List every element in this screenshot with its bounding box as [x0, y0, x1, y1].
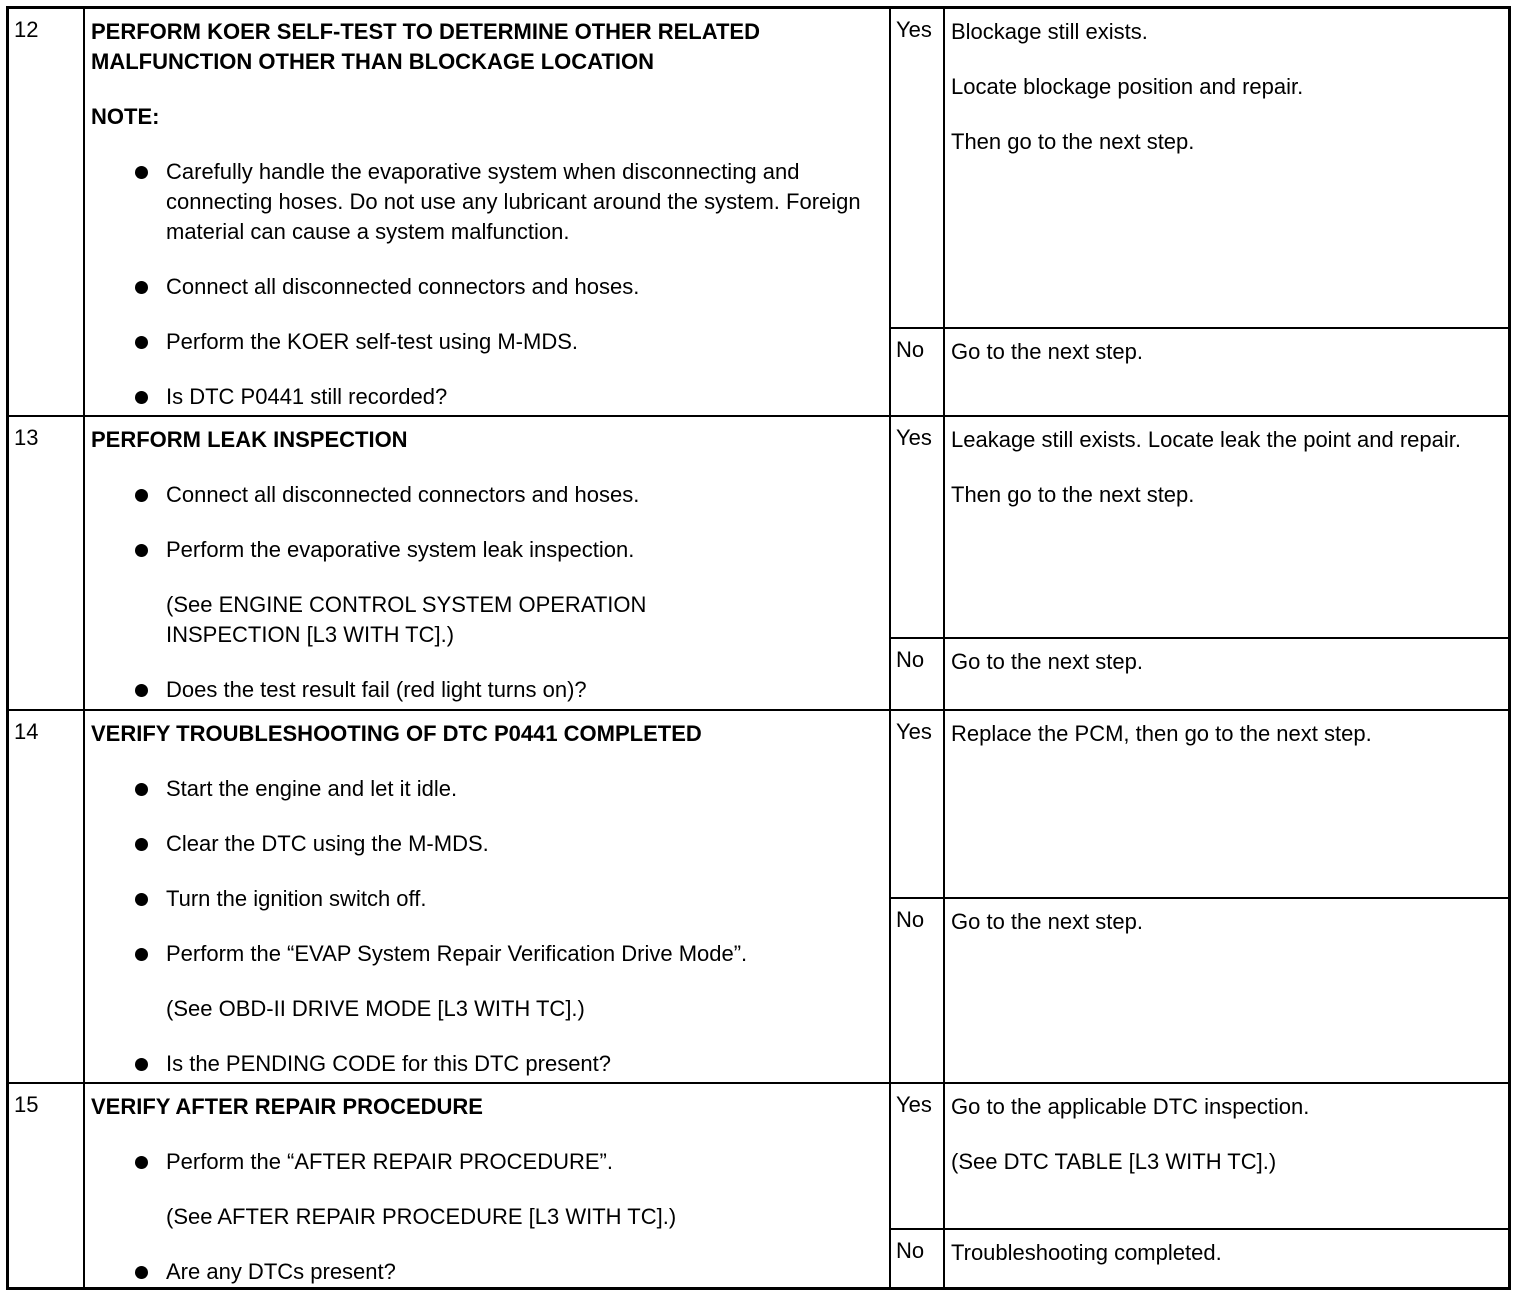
- no-label: No: [896, 647, 925, 672]
- list-item-text: Connect all disconnected connectors and hoses.: [166, 482, 640, 507]
- bullet-icon: [135, 1266, 148, 1279]
- no-answer: [891, 897, 1508, 1084]
- no-action: [951, 647, 1496, 702]
- yes-action: [951, 719, 1496, 774]
- list-item-text: Turn the ignition switch off.: [166, 886, 427, 911]
- list-item: [91, 1049, 877, 1079]
- no-answer: [891, 1228, 1508, 1289]
- bullet-icon: [135, 783, 148, 796]
- step-title-line: MALFUNCTION OTHER THAN BLOCKAGE LOCATION: [91, 49, 654, 74]
- yes-action: [951, 425, 1496, 535]
- step-title-line: PERFORM KOER SELF-TEST TO DETERMINE OTHER RELATED: [91, 19, 760, 44]
- step-number-cell: [9, 9, 85, 415]
- list-item: [91, 939, 877, 969]
- reference-note: (See OBD-II DRIVE MODE [L3 WITH TC].): [166, 996, 585, 1021]
- yes-action: [951, 1092, 1496, 1202]
- step-row-13: [9, 415, 1508, 709]
- list-item-text: Is the PENDING CODE for this DTC present?: [166, 1051, 612, 1076]
- answer-line: Replace the PCM, then go to the next step.: [951, 721, 1372, 746]
- step-number-cell: [9, 417, 85, 709]
- list-item: [91, 327, 877, 357]
- list-item-text: Perform the “AFTER REPAIR PROCEDURE”.: [166, 1149, 613, 1174]
- step-number: 15: [14, 1092, 39, 1117]
- answer-line: Go to the applicable DTC inspection.: [951, 1094, 1310, 1119]
- yes-answer: [891, 9, 1508, 327]
- answers-cell: [891, 417, 1508, 709]
- bullet-icon: [135, 336, 148, 349]
- list-item: [91, 884, 877, 914]
- step-number: 12: [14, 17, 39, 42]
- answer-line: Go to the next step.: [951, 649, 1144, 674]
- answers-cell: [891, 711, 1508, 1082]
- bullet-icon: [135, 391, 148, 404]
- answer-line: Go to the next step.: [951, 909, 1144, 934]
- step-number-cell: [9, 711, 85, 1082]
- list-item-text: Perform the evaporative system leak inspection.: [166, 537, 635, 562]
- reference-note: (See AFTER REPAIR PROCEDURE [L3 WITH TC].): [166, 1204, 677, 1229]
- action-cell: [85, 417, 891, 709]
- bullet-icon: [135, 838, 148, 851]
- yes-answer: [891, 417, 1508, 637]
- step-title: VERIFY TROUBLESHOOTING OF DTC P0441 COMPLETED: [91, 721, 702, 746]
- step-title: [91, 17, 877, 77]
- action-cell: [85, 711, 891, 1082]
- list-item: [91, 1257, 877, 1287]
- list-item: [91, 157, 877, 247]
- list-item-text: Start the engine and let it idle.: [166, 776, 458, 801]
- answer-line: Locate blockage position and repair.: [951, 74, 1304, 99]
- list-item-text: Connect all disconnected connectors and hoses.: [166, 274, 640, 299]
- list-item-text: Clear the DTC using the M-MDS.: [166, 831, 489, 856]
- answers-cell: [891, 1084, 1508, 1287]
- reference-note: [91, 590, 877, 650]
- step-number: 13: [14, 425, 39, 450]
- step-title: PERFORM LEAK INSPECTION: [91, 427, 408, 452]
- step-row-12: [9, 9, 1508, 415]
- answer-line: Go to the next step.: [951, 339, 1144, 364]
- bullet-icon: [135, 1058, 148, 1071]
- troubleshooting-table: [6, 6, 1511, 1290]
- list-item: [91, 1147, 877, 1177]
- list-item: [91, 675, 877, 705]
- bullet-icon: [135, 948, 148, 961]
- list-item-text: Perform the KOER self-test using M-MDS.: [166, 329, 578, 354]
- yes-label: Yes: [896, 719, 932, 744]
- answer-line: Leakage still exists. Locate leak the point and repair.: [951, 427, 1461, 452]
- bullet-icon: [135, 893, 148, 906]
- yes-action: [951, 17, 1496, 182]
- yes-label: Yes: [896, 1092, 932, 1117]
- bullet-icon: [135, 1156, 148, 1169]
- list-item-text: Are any DTCs present?: [166, 1259, 396, 1284]
- step-row-14: [9, 709, 1508, 1082]
- no-answer: [891, 637, 1508, 711]
- step-title: VERIFY AFTER REPAIR PROCEDURE: [91, 1094, 483, 1119]
- answer-line: Blockage still exists.: [951, 19, 1148, 44]
- yes-answer: [891, 711, 1508, 897]
- list-item: [91, 272, 877, 302]
- answers-cell: [891, 9, 1508, 415]
- list-item: [91, 774, 877, 804]
- answer-line: Then go to the next step.: [951, 482, 1195, 507]
- action-cell: [85, 1084, 891, 1287]
- bullet-icon: [135, 489, 148, 502]
- bullet-icon: [135, 166, 148, 179]
- action-cell: [85, 9, 891, 415]
- yes-label: Yes: [896, 17, 932, 42]
- bullet-icon: [135, 544, 148, 557]
- no-action: [951, 1238, 1496, 1293]
- answer-line: Troubleshooting completed.: [951, 1240, 1222, 1265]
- bullet-icon: [135, 281, 148, 294]
- list-item-text: Is DTC P0441 still recorded?: [166, 384, 448, 409]
- yes-answer: [891, 1084, 1508, 1228]
- answer-line: Then go to the next step.: [951, 129, 1195, 154]
- step-number-cell: [9, 1084, 85, 1287]
- list-item-text: Does the test result fail (red light turns on)?: [166, 677, 587, 702]
- step-number: 14: [14, 719, 39, 744]
- list-item: [91, 535, 877, 565]
- no-label: No: [896, 337, 925, 362]
- no-answer: [891, 327, 1508, 415]
- list-item: [91, 829, 877, 859]
- no-action: [951, 907, 1496, 962]
- reference-line: (See ENGINE CONTROL SYSTEM OPERATION: [166, 592, 647, 617]
- note-label: NOTE:: [91, 104, 160, 129]
- yes-label: Yes: [896, 425, 932, 450]
- list-item-text: Carefully handle the evaporative system when disconnecting and connecting hoses. Do not use any lubricant around the system. Foreign material can cause a system malfunction.: [166, 159, 861, 244]
- bullet-icon: [135, 684, 148, 697]
- step-row-15: [9, 1082, 1508, 1287]
- answer-line: (See DTC TABLE [L3 WITH TC].): [951, 1149, 1277, 1174]
- list-item-text: Perform the “EVAP System Repair Verification Drive Mode”.: [166, 941, 748, 966]
- list-item: [91, 480, 877, 510]
- reference-line: INSPECTION [L3 WITH TC].): [166, 622, 455, 647]
- no-action: [951, 337, 1496, 392]
- no-label: No: [896, 1238, 925, 1263]
- list-item: [91, 382, 877, 412]
- no-label: No: [896, 907, 925, 932]
